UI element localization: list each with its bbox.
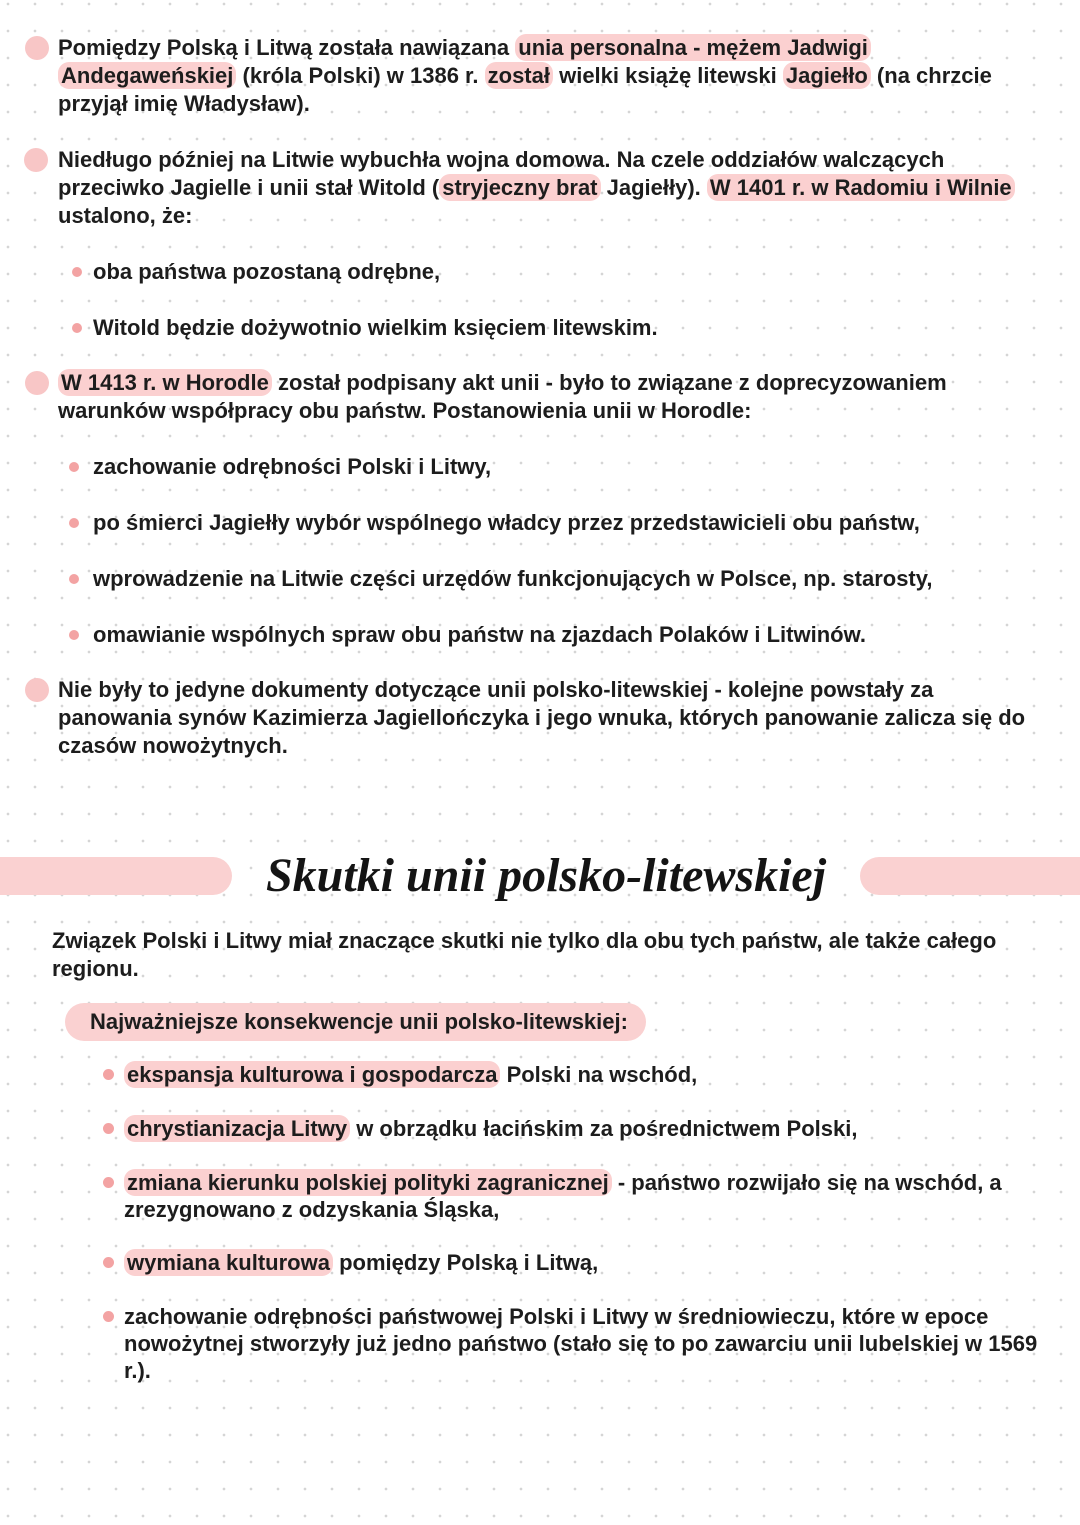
text-segment: (na chrzcie: [870, 63, 992, 88]
highlight-stryjeczny-brat: stryjeczny brat: [439, 174, 600, 201]
list-item: Witold będzie dożywotnio wielkim księciem litewskim.: [93, 315, 658, 340]
highlight-ekspansja: ekspansja kulturowa i gospodarcza: [124, 1061, 500, 1088]
paragraph-civil-war: [58, 146, 1015, 230]
paragraph-intro: [52, 927, 996, 983]
highlight-1413-horodle: W 1413 r. w Horodle: [58, 369, 272, 396]
paragraph-bullet-circle: [25, 36, 49, 60]
text-line: Nie były to jedyne dokumenty dotyczące unii polsko-litewskiej - kolejne powstały za: [58, 677, 934, 702]
highlight-personal-union: unia personalna - mężem Jadwigi: [515, 34, 871, 61]
text-line: [58, 90, 992, 118]
highlight-zostal: został: [485, 62, 553, 89]
heading-bar-right: [860, 857, 1080, 895]
list-item: omawianie wspólnych spraw obu państw na zjazdach Polaków i Litwinów.: [93, 622, 866, 647]
paragraph-bullet-circle: [24, 148, 48, 172]
text-segment: wielki książę litewski: [552, 63, 783, 88]
text-segment: Jagiełły).: [600, 175, 707, 200]
highlight-polityka-zagraniczna: zmiana kierunku polskiej polityki zagranicznej: [124, 1169, 612, 1196]
text-line: [124, 1169, 1002, 1196]
paragraph-personal-union: [58, 34, 992, 118]
text-segment: został podpisany akt unii - było to związane z doprecyzowaniem: [271, 370, 947, 395]
section-title: Skutki unii polsko-litewskiej: [265, 849, 827, 902]
list-bullet-dot: [103, 1257, 114, 1268]
text-segment: w obrządku łacińskim za pośrednictwem Polski,: [350, 1116, 858, 1141]
text-segment: Niedługo później na Litwie wybuchła wojna domowa. Na czele oddziałów walczących: [58, 147, 945, 172]
paragraph-bullet-circle: [25, 371, 49, 395]
paragraph-horodlo: [58, 369, 947, 425]
text-line: [58, 34, 992, 62]
highlight-andegawenskiej: Andegaweńskiej: [58, 62, 236, 89]
text-line: [58, 397, 947, 425]
list-item: [124, 1249, 598, 1276]
text-segment: (króla Polski) w 1386 r.: [236, 63, 485, 88]
list-item: wprowadzenie na Litwie części urzędów funkcjonujących w Polsce, np. starosty,: [93, 566, 933, 591]
highlight-jagiello: Jagiełło: [783, 62, 871, 89]
text-line: [58, 369, 947, 397]
text-segment: przeciwko Jagielle i unii stał Witold (: [58, 175, 440, 200]
text-segment: pomiędzy Polską i Litwą,: [332, 1250, 599, 1275]
list-bullet-dot: [103, 1123, 114, 1134]
text-segment: - państwo rozwijało się na wschód, a: [611, 1170, 1002, 1195]
text-segment: Polski na wschód,: [500, 1062, 698, 1087]
list-bullet-dot: [72, 323, 82, 333]
list-item: [124, 1169, 1002, 1223]
text-line: r.).: [124, 1358, 151, 1383]
heading-bar-left: [0, 857, 232, 895]
list-bullet-dot: [72, 267, 82, 277]
text-line: Związek Polski i Litwy miał znaczące skutki nie tylko dla obu tych państw, ale także całego: [52, 928, 997, 953]
list-bullet-dot: [69, 518, 79, 528]
subheading-pill: Najważniejsze konsekwencje unii polsko-litewskiej:: [65, 1003, 646, 1041]
paragraph-further-documents: [58, 676, 1025, 760]
text-line: panowania synów Kazimierza Jagiellończyka i jego wnuka, których panowanie zalicza się do: [58, 705, 1026, 730]
list-bullet-dot: [69, 630, 79, 640]
list-bullet-dot: [69, 574, 79, 584]
text-line: nowożytnej stworzyły już jedno państwo (stało się to po zawarciu unii lubelskiej w 1569: [124, 1331, 1038, 1356]
text-line: [58, 174, 1015, 202]
list-item: oba państwa pozostaną odrębne,: [93, 259, 441, 284]
text-segment: przyjął imię Władysław).: [58, 91, 310, 116]
text-line: [58, 146, 1015, 174]
text-line: [58, 202, 1015, 230]
highlight-1401: W 1401 r. w Radomiu i Wilnie: [707, 174, 1015, 201]
list-bullet-dot: [69, 462, 79, 472]
text-segment: Pomiędzy Polską i Litwą została nawiązana: [58, 35, 516, 60]
highlight-wymiana-kulturowa: wymiana kulturowa: [124, 1249, 333, 1276]
text-line: [58, 62, 992, 90]
list-item: [124, 1303, 1037, 1384]
list-bullet-dot: [103, 1069, 114, 1080]
text-line: zachowanie odrębności państwowej Polski i Litwy w średniowieczu, które w epoce: [124, 1304, 989, 1329]
text-segment: warunków współpracy obu państw. Postanowienia unii w Horodle:: [58, 398, 752, 423]
paragraph-bullet-circle: [25, 678, 49, 702]
list-bullet-dot: [103, 1177, 114, 1188]
text-line: regionu.: [52, 956, 139, 981]
highlight-chrystianizacja: chrystianizacja Litwy: [124, 1115, 350, 1142]
text-segment: ustalono, że:: [58, 203, 193, 228]
list-bullet-dot: [103, 1311, 114, 1322]
list-item: [124, 1061, 697, 1088]
list-item: po śmierci Jagiełły wybór wspólnego władcy przez przedstawicieli obu państw,: [93, 510, 920, 535]
list-item: [124, 1115, 857, 1142]
list-item: zachowanie odrębności Polski i Litwy,: [93, 454, 492, 479]
text-line: czasów nowożytnych.: [58, 733, 288, 758]
text-line: zrezygnowano z odzyskania Śląska,: [124, 1197, 500, 1222]
